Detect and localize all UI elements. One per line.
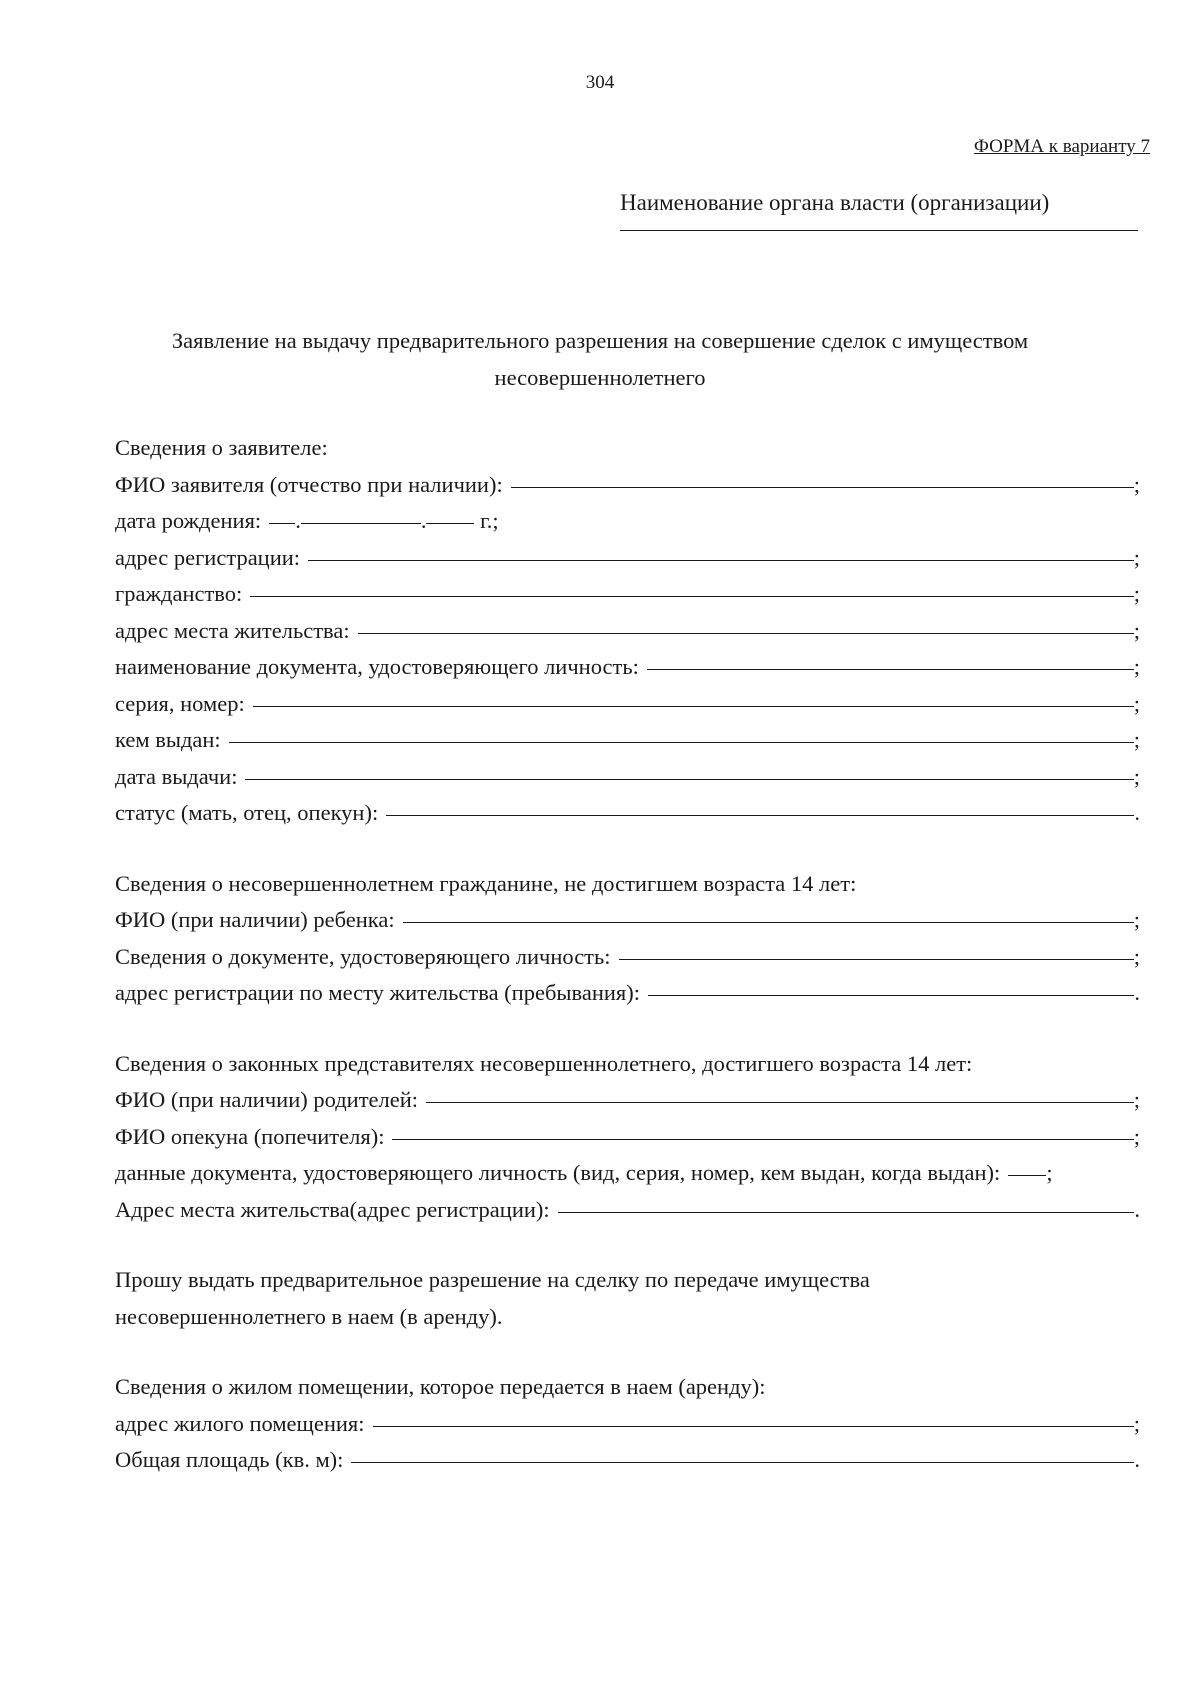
field-end-punct: ;	[1133, 763, 1140, 789]
field-row-child-document	[115, 939, 1140, 976]
issued-by-field[interactable]	[229, 742, 1134, 743]
section-heading: Сведения о жилом помещении, которое передается в наем (аренду):	[115, 1374, 766, 1399]
representative-document-field[interactable]	[1008, 1175, 1046, 1176]
field-label: статус (мать, отец, опекун):	[115, 800, 379, 825]
section-representatives	[115, 1046, 1140, 1229]
child-address-field[interactable]	[648, 995, 1134, 996]
field-end-punct: ;	[1133, 943, 1140, 969]
child-document-field[interactable]	[619, 959, 1134, 960]
field-label: дата выдачи:	[115, 763, 238, 789]
field-row-child-address	[115, 975, 1140, 1012]
year-suffix: г.;	[474, 508, 499, 533]
section-heading: Сведения о несовершеннолетнем гражданине, не достигшем возраста 14 лет:	[115, 870, 857, 896]
field-row-issue-date	[115, 759, 1140, 796]
field-end-punct: ;	[1133, 1410, 1140, 1436]
field-row-representative-address	[115, 1192, 1140, 1229]
field-label: адрес регистрации по месту жительства (пребывания):	[115, 980, 641, 1005]
field-end-punct: ;	[1133, 727, 1140, 752]
series-number-field[interactable]	[253, 706, 1134, 707]
field-end-punct: ;	[1133, 654, 1140, 679]
field-label: гражданство:	[115, 581, 243, 606]
field-row-birth-date	[115, 503, 1140, 540]
field-row-guardian-fio	[115, 1119, 1140, 1156]
birth-month-field[interactable]	[301, 523, 421, 524]
field-label: наименование документа, удостоверяющего личность:	[115, 654, 639, 679]
field-end-punct: ;	[1133, 690, 1140, 716]
citizenship-field[interactable]	[250, 596, 1133, 597]
field-row-parents-fio	[115, 1082, 1140, 1119]
field-label: ФИО опекуна (попечителя):	[115, 1123, 385, 1149]
id-document-name-field[interactable]	[647, 669, 1134, 670]
field-label: адрес жилого помещения:	[115, 1410, 365, 1436]
section-minor-under-14	[115, 866, 1140, 1012]
page-number: 304	[585, 72, 615, 93]
field-row-issued-by	[115, 722, 1140, 759]
field-label: Адрес места жительства(адрес регистрации):	[115, 1196, 550, 1222]
field-row-applicant-fio	[115, 467, 1140, 504]
section-premises	[115, 1369, 1140, 1479]
field-end-punct: ;	[1133, 471, 1140, 497]
field-row-child-fio	[115, 902, 1140, 939]
field-label: ФИО (при наличии) ребенка:	[115, 907, 395, 932]
field-label: ФИО заявителя (отчество при наличии):	[115, 471, 503, 497]
residence-address-field[interactable]	[358, 633, 1134, 634]
field-end-punct: ;	[1046, 1160, 1053, 1185]
representative-address-field[interactable]	[558, 1212, 1135, 1213]
field-label: адрес регистрации:	[115, 544, 301, 570]
date-separator: .	[420, 508, 427, 533]
authority-block	[620, 190, 1140, 231]
date-separator: .	[295, 508, 301, 533]
field-label: адрес места жительства:	[115, 617, 350, 643]
field-end-punct: ;	[1133, 581, 1140, 606]
section-request	[115, 1262, 1140, 1335]
field-end-punct: ;	[1133, 544, 1140, 570]
field-row-total-area	[115, 1442, 1140, 1479]
request-line-2: несовершеннолетнего в наем (в аренду).	[115, 1303, 503, 1329]
field-row-status	[115, 795, 1140, 832]
field-row-residence-address	[115, 613, 1140, 650]
field-label: данные документа, удостоверяющего личность (вид, серия, номер, кем выдан, когда выдан):	[115, 1160, 1001, 1185]
field-end-punct: .	[1134, 1196, 1140, 1222]
field-label: ФИО (при наличии) родителей:	[115, 1087, 419, 1112]
field-row-citizenship	[115, 576, 1140, 613]
field-end-punct: .	[1134, 800, 1140, 825]
registration-address-field[interactable]	[308, 560, 1134, 561]
field-row-registration-address	[115, 540, 1140, 577]
parents-fio-field[interactable]	[426, 1102, 1134, 1103]
field-end-punct: ;	[1133, 1123, 1140, 1149]
premises-address-field[interactable]	[373, 1426, 1134, 1427]
field-row-representative-document	[115, 1155, 1140, 1192]
section-applicant	[115, 430, 1140, 832]
birth-day-field[interactable]	[269, 523, 295, 524]
field-end-punct: ;	[1133, 617, 1140, 643]
birth-year-field[interactable]	[426, 523, 474, 524]
title-line-1: Заявление на выдачу предварительного разрешения на совершение сделок с имуществом	[171, 328, 1029, 353]
child-fio-field[interactable]	[403, 922, 1134, 923]
field-end-punct: ;	[1133, 907, 1140, 932]
field-row-id-document-name	[115, 649, 1140, 686]
field-label: Общая площадь (кв. м):	[115, 1447, 344, 1472]
title-line-2: несовершеннолетнего	[494, 365, 706, 390]
form-content	[115, 430, 1140, 1513]
guardian-fio-field[interactable]	[392, 1139, 1133, 1140]
applicant-fio-field[interactable]	[511, 487, 1134, 488]
section-heading: Сведения о заявителе:	[115, 435, 328, 460]
authority-fill-line[interactable]	[620, 230, 1138, 231]
field-row-series-number	[115, 686, 1140, 723]
issue-date-field[interactable]	[245, 779, 1133, 780]
field-label: кем выдан:	[115, 727, 221, 752]
field-end-punct: .	[1134, 1447, 1140, 1472]
field-label: серия, номер:	[115, 690, 245, 716]
total-area-field[interactable]	[351, 1462, 1134, 1463]
field-end-punct: .	[1134, 980, 1140, 1005]
section-heading: Сведения о законных представителях несовершеннолетнего, достигшего возраста 14 лет:	[115, 1050, 973, 1076]
field-end-punct: ;	[1133, 1087, 1140, 1112]
field-row-premises-address	[115, 1406, 1140, 1443]
field-label: Сведения о документе, удостоверяющего личность:	[115, 943, 611, 969]
form-label: ФОРМА к варианту 7	[973, 136, 1150, 157]
document-title	[60, 322, 1140, 396]
request-line-1: Прошу выдать предварительное разрешение на сделку по передаче имущества	[115, 1267, 870, 1292]
field-label: дата рождения:	[115, 508, 262, 533]
status-field[interactable]	[386, 815, 1134, 816]
authority-label: Наименование органа власти (организации)	[620, 190, 1050, 215]
